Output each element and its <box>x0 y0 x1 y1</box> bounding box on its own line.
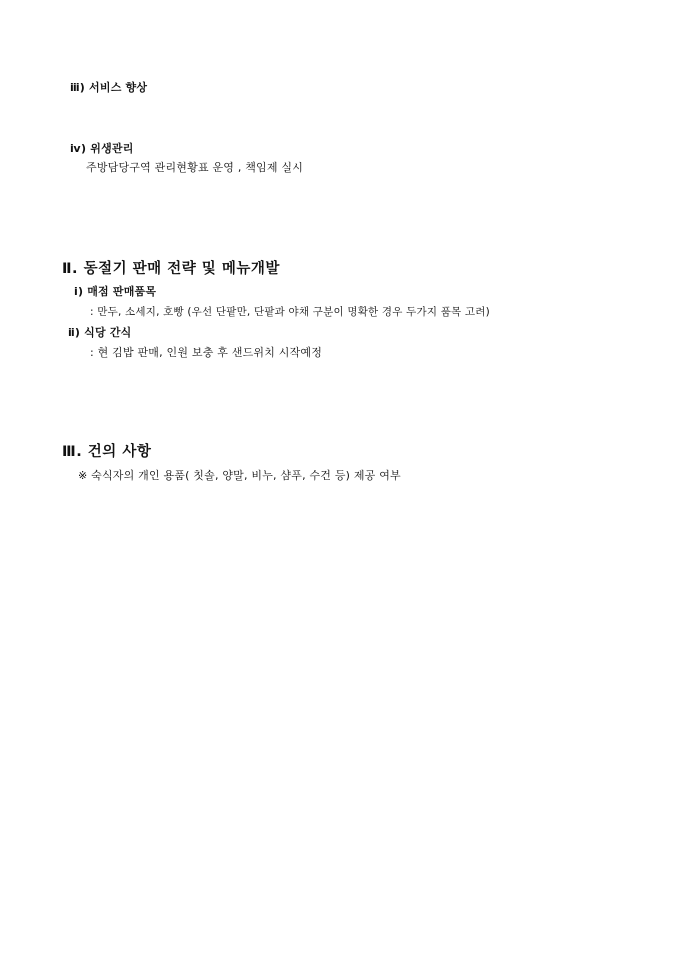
section-2-title: Ⅱ. 동절기 판매 전략 및 메뉴개발 <box>62 261 280 277</box>
service-improvement-heading: ⅲ) 서비스 향상 <box>70 81 148 94</box>
hygiene-management-heading: ⅳ) 위생관리 <box>70 142 134 155</box>
store-items-heading: ⅰ) 매점 판매품목 <box>74 285 157 298</box>
suggestion-body: ※ 숙식자의 개인 용품( 칫솔, 양말, 비누, 샴푸, 수건 등) 제공 여부 <box>78 469 401 482</box>
hygiene-management-body: 주방담당구역 관리현황표 운영 , 책임제 실시 <box>86 161 304 174</box>
cafeteria-snack-body: : 현 김밥 판매, 인원 보충 후 샌드위치 시작예정 <box>90 346 323 359</box>
cafeteria-snack-heading: ⅱ) 식당 간식 <box>68 326 132 339</box>
section-3-title: Ⅲ. 건의 사항 <box>62 444 152 460</box>
store-items-body: : 만두, 소세지, 호빵 (우선 단팥만, 단팥과 야채 구분이 명확한 경우 두가지 품목 고려) <box>90 306 490 318</box>
